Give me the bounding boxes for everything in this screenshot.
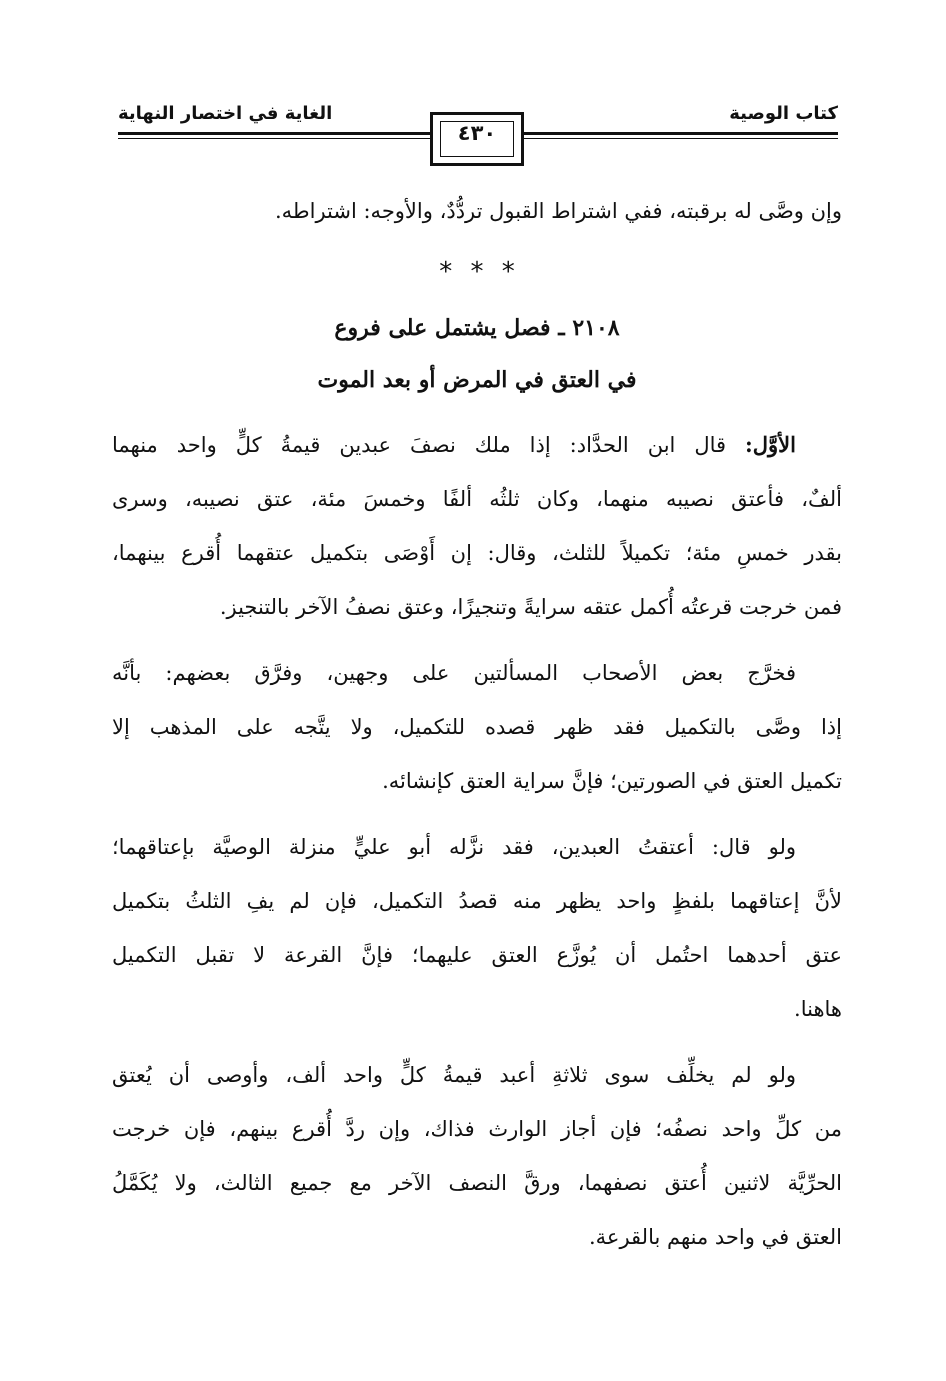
chapter-heading-line-2: في العتق في المرض أو بعد الموت bbox=[317, 367, 637, 393]
paragraph-line: فمن خرجت قرعتُه أُكمل عتقه سرايةً وتنجيزًا، وعتق نصفُ الآخر بالتنجيز. bbox=[219, 595, 842, 619]
paragraph-line: بقدر خمسِ مئة؛ تكميلاً للثلث، وقال: إن أَوْصَى بتكميل عتقهما أُقرع بينهما، bbox=[112, 541, 842, 565]
header-section-title: كتاب الوصية bbox=[729, 103, 838, 124]
paragraph-line: فخرَّج بعض الأصحاب المسألتين على وجهين، وفرَّق بعضهم: بأنَّه bbox=[112, 661, 796, 685]
spacer bbox=[112, 406, 842, 418]
page-body bbox=[112, 184, 842, 1264]
section-separator: * * * bbox=[439, 257, 515, 287]
paragraph-keyword: الأوَّل: bbox=[745, 432, 796, 457]
paragraph-line: ولو لم يخلِّف سوى ثلاثةِ أعبد قيمةُ كلٍّ واحد ألف، وأوصى أن يُعتق bbox=[112, 1063, 796, 1087]
paragraph-line bbox=[112, 418, 842, 472]
paragraph-line: الحرِّيَّة لاثنين أُعتق نصفهما، ورقَّ النصف الآخر مع جميع الثالث، ولا يُكَمَّلُ bbox=[112, 1171, 842, 1195]
paragraph-line: تكميل العتق في الصورتين؛ فإنَّ سراية العتق كإنشائه. bbox=[382, 769, 842, 793]
paragraph-4 bbox=[112, 1048, 842, 1264]
paragraph-line: إذا وصَّى بالتكميل فقد ظهر قصده للتكميل، ولا يتَّجه على المذهب إلا bbox=[112, 715, 842, 739]
page-number: ٤٣٠ bbox=[457, 121, 497, 145]
paragraph-3 bbox=[112, 820, 842, 1036]
paragraph-1 bbox=[112, 418, 842, 634]
paragraph-line: ولو قال: أعتقتُ العبدين، فقد نزَّله أبو عليٍّ منزلة الوصيَّة بإعتاقهما؛ bbox=[112, 835, 796, 859]
paragraph-line: ألفٌ، فأعتق نصيبه منهما، وكان ثلثُه ألفًا وخمسَ مئة، عتق نصيبه، وسرى bbox=[112, 487, 842, 511]
opening-line: وإن وصَّى له برقبته، ففي اشتراط القبول تردُّدٌ، والأوجه: اشتراطه. bbox=[274, 199, 842, 223]
spacer bbox=[112, 634, 842, 646]
running-header bbox=[118, 96, 838, 176]
spacer bbox=[112, 808, 842, 820]
paragraph-2 bbox=[112, 646, 842, 808]
paragraph-line: عتق أحدهما احتُمل أن يُوزَّع العتق عليهما؛ فإنَّ القرعة لا تقبل التكميل bbox=[112, 943, 842, 967]
paragraph-line: العتق في واحد منهم بالقرعة. bbox=[589, 1225, 842, 1249]
header-book-title: الغاية في اختصار النهاية bbox=[118, 103, 333, 124]
chapter-heading-line-1: ٢١٠٨ ـ فصل يشتمل على فروع bbox=[334, 315, 620, 341]
paragraph-line: هاهنا. bbox=[794, 997, 842, 1021]
paragraph-line: لأنَّ إعتاقهما بلفظٍ واحد يظهر منه قصدُ التكميل، فإن لم يفِ الثلثُ بتكميل bbox=[112, 889, 842, 913]
spacer bbox=[112, 1036, 842, 1048]
paragraph-text: قال ابن الحدَّاد: إذا ملك نصفَ عبدين قيمةُ كلٍّ واحد منهما bbox=[112, 433, 727, 457]
paragraph-line: من كلِّ واحد نصفُه؛ فإن أجاز الوارث فذاك، وإن ردَّ أُقرع بينهم، فإن خرجت bbox=[112, 1117, 842, 1141]
page-number-box bbox=[430, 112, 524, 166]
